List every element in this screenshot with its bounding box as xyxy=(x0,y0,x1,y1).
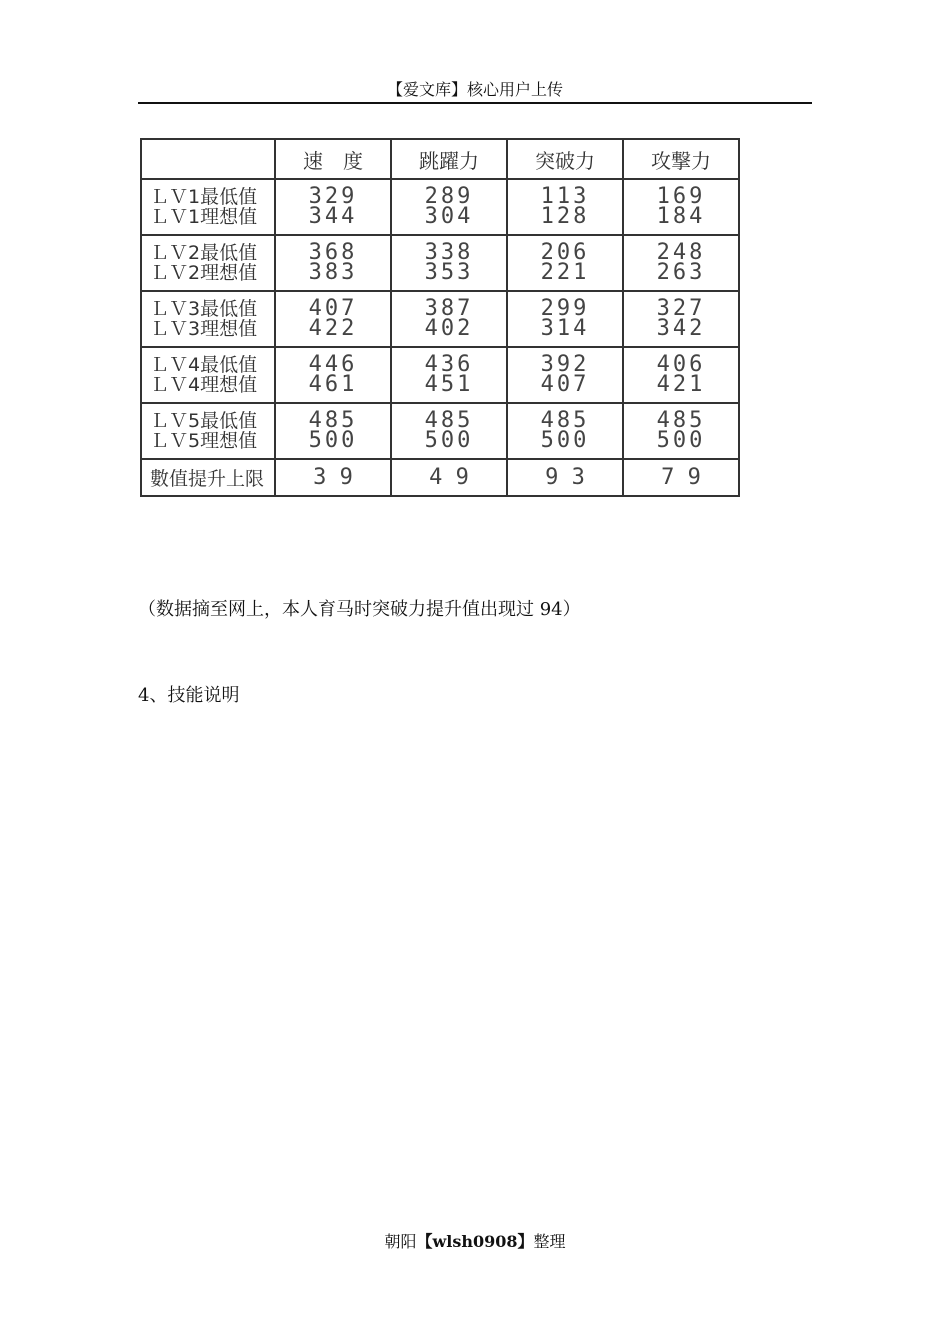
ideal-label: ＬＶ4理想值 xyxy=(150,374,258,396)
ideal-label: ＬＶ1理想值 xyxy=(150,206,258,228)
min-value: 485 xyxy=(308,408,358,433)
table-row xyxy=(141,403,739,459)
footer-prefix: 朝阳 xyxy=(384,1232,417,1251)
column-header xyxy=(141,139,275,179)
value-cell xyxy=(507,179,623,235)
min-value: 387 xyxy=(424,296,474,321)
row-label xyxy=(141,235,275,291)
min-value: 329 xyxy=(308,184,358,209)
min-value: 248 xyxy=(656,240,706,265)
column-header-jump: 跳躍力 xyxy=(391,139,507,179)
value-cell xyxy=(623,403,739,459)
min-value: 113 xyxy=(540,184,590,209)
value-cell xyxy=(507,291,623,347)
page-footer xyxy=(0,1230,950,1254)
ideal-value: 500 xyxy=(308,428,358,453)
value-cell xyxy=(623,347,739,403)
value-cell xyxy=(391,403,507,459)
ideal-value: 342 xyxy=(656,316,706,341)
min-value: 485 xyxy=(656,408,706,433)
limit-value: 3 9 xyxy=(275,459,391,496)
value-cell xyxy=(275,347,391,403)
ideal-label: ＬＶ3理想值 xyxy=(150,318,258,340)
limit-value: 7 9 xyxy=(623,459,739,496)
value-cell xyxy=(507,347,623,403)
ideal-value: 221 xyxy=(540,260,590,285)
min-label: ＬＶ3最低值 xyxy=(150,298,258,320)
value-cell xyxy=(275,291,391,347)
min-value: 338 xyxy=(424,240,474,265)
limit-value: 4 9 xyxy=(391,459,507,496)
ideal-value: 353 xyxy=(424,260,474,285)
value-cell xyxy=(623,179,739,235)
min-value: 406 xyxy=(656,352,706,377)
ideal-value: 128 xyxy=(540,204,590,229)
ideal-value: 263 xyxy=(656,260,706,285)
section-heading: 4、技能说明 xyxy=(138,685,240,706)
ideal-value: 451 xyxy=(424,372,474,397)
ideal-value: 461 xyxy=(308,372,358,397)
min-label: ＬＶ1最低值 xyxy=(150,186,258,208)
value-cell xyxy=(507,235,623,291)
ideal-value: 500 xyxy=(424,428,474,453)
ideal-value: 422 xyxy=(308,316,358,341)
min-value: 485 xyxy=(424,408,474,433)
stats-table xyxy=(140,138,740,497)
value-cell xyxy=(507,403,623,459)
footer-id: 【wlsh0908】 xyxy=(416,1232,534,1251)
min-value: 436 xyxy=(424,352,474,377)
ideal-value: 402 xyxy=(424,316,474,341)
value-cell xyxy=(623,235,739,291)
min-value: 392 xyxy=(540,352,590,377)
value-cell xyxy=(275,179,391,235)
min-label: ＬＶ5最低值 xyxy=(150,410,258,432)
ideal-value: 500 xyxy=(540,428,590,453)
min-value: 169 xyxy=(656,184,706,209)
row-label xyxy=(141,403,275,459)
min-value: 446 xyxy=(308,352,358,377)
min-value: 299 xyxy=(540,296,590,321)
ideal-value: 383 xyxy=(308,260,358,285)
value-cell xyxy=(391,179,507,235)
page-header: 【爱文库】核心用户上传 xyxy=(138,78,812,104)
ideal-label: ＬＶ2理想值 xyxy=(150,262,258,284)
limit-label: 數值提升上限 xyxy=(141,459,275,496)
limit-value: 9 3 xyxy=(507,459,623,496)
min-value: 407 xyxy=(308,296,358,321)
value-cell xyxy=(275,403,391,459)
column-header-speed: 速 度 xyxy=(275,139,391,179)
table-row xyxy=(141,291,739,347)
ideal-value: 500 xyxy=(656,428,706,453)
min-label: ＬＶ4最低值 xyxy=(150,354,258,376)
ideal-value: 421 xyxy=(656,372,706,397)
min-value: 206 xyxy=(540,240,590,265)
ideal-value: 304 xyxy=(424,204,474,229)
column-header-attack: 攻撃力 xyxy=(623,139,739,179)
ideal-value: 407 xyxy=(540,372,590,397)
ideal-value: 344 xyxy=(308,204,358,229)
value-cell xyxy=(275,235,391,291)
footer-suffix: 整理 xyxy=(533,1232,566,1251)
column-header-breakthrough: 突破力 xyxy=(507,139,623,179)
value-cell xyxy=(623,291,739,347)
data-source-note: （数据摘至网上，本人育马时突破力提升值出现过 94） xyxy=(138,599,581,620)
table-header-row xyxy=(141,139,739,179)
ideal-value: 184 xyxy=(656,204,706,229)
table-row xyxy=(141,347,739,403)
value-cell xyxy=(391,235,507,291)
min-label: ＬＶ2最低值 xyxy=(150,242,258,264)
row-label xyxy=(141,179,275,235)
min-value: 327 xyxy=(656,296,706,321)
table-row xyxy=(141,179,739,235)
min-value: 485 xyxy=(540,408,590,433)
table-row xyxy=(141,235,739,291)
ideal-label: ＬＶ5理想值 xyxy=(150,430,258,452)
row-label xyxy=(141,291,275,347)
value-cell xyxy=(391,347,507,403)
limit-row xyxy=(141,459,739,496)
value-cell xyxy=(391,291,507,347)
ideal-value: 314 xyxy=(540,316,590,341)
min-value: 368 xyxy=(308,240,358,265)
min-value: 289 xyxy=(424,184,474,209)
row-label xyxy=(141,347,275,403)
